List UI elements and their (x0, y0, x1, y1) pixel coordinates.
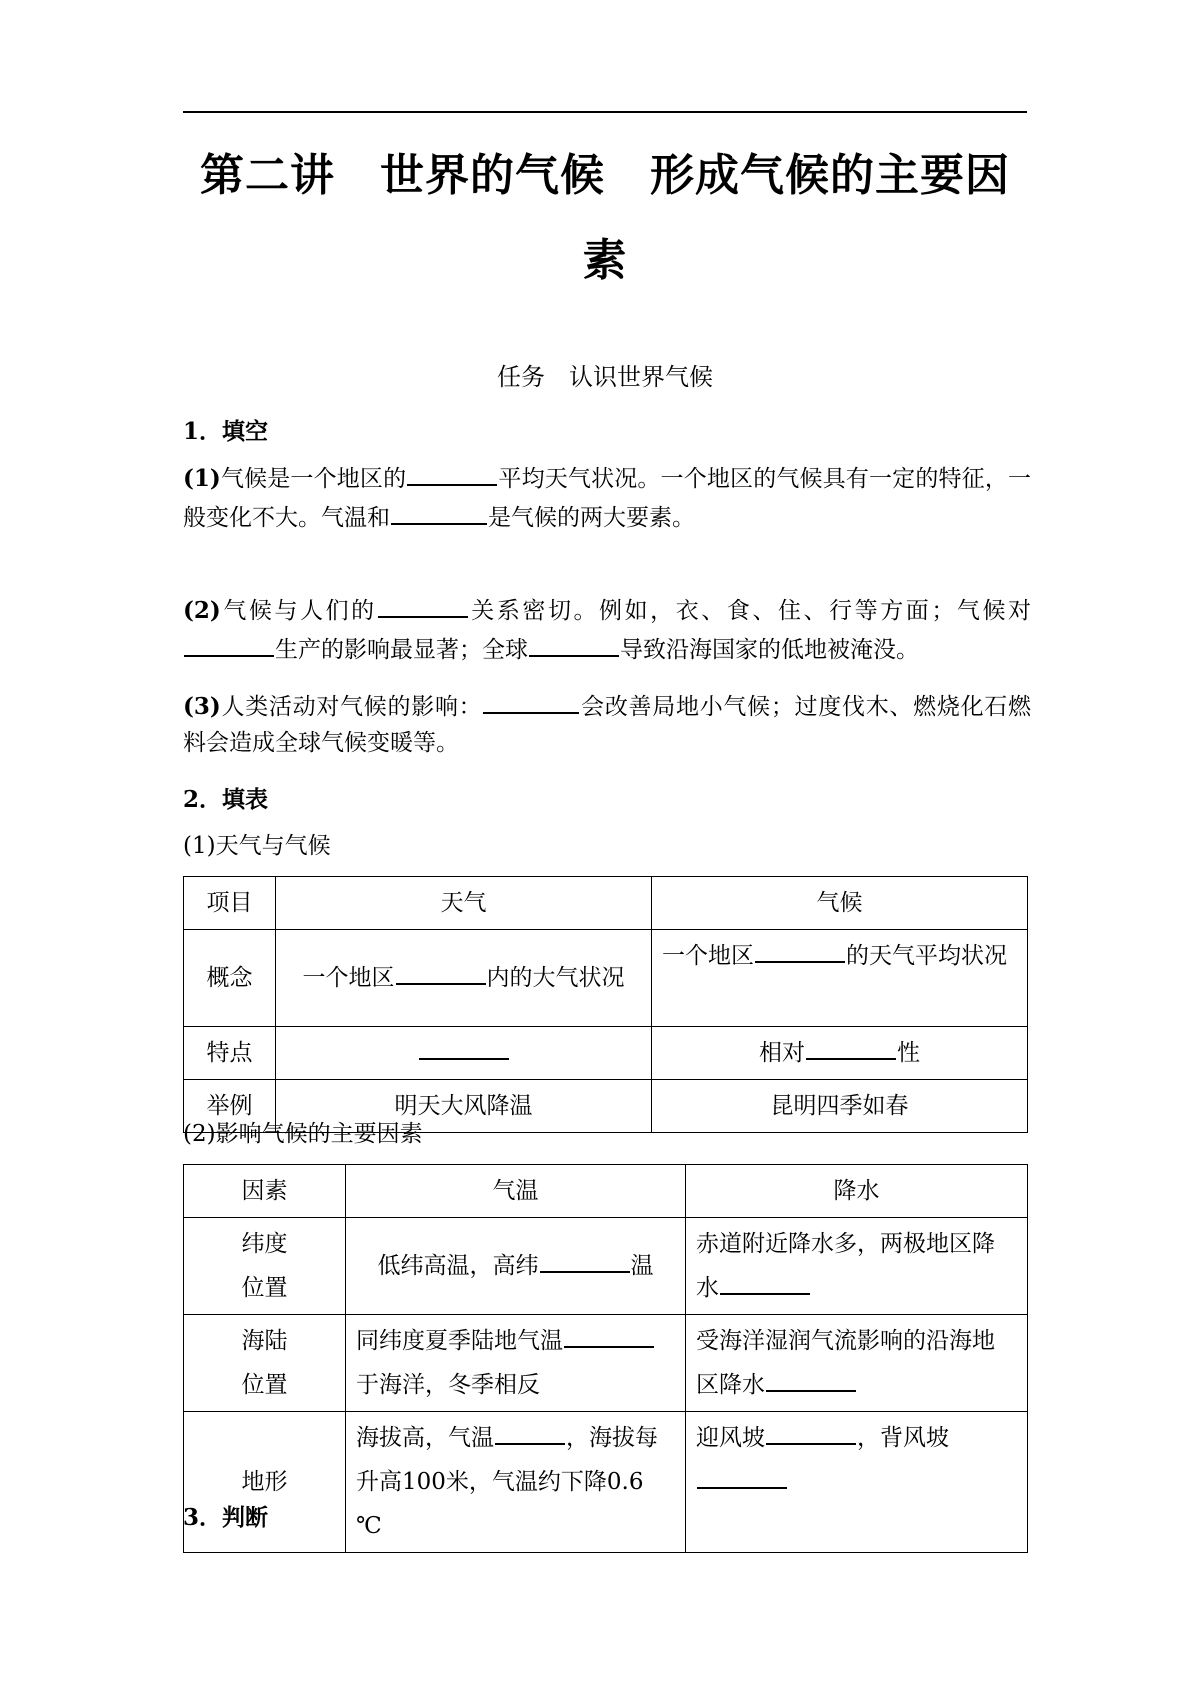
cell-text: ，海拔每升高100米，气温约下降0.6 ℃ (356, 1425, 658, 1539)
answer-blank[interactable] (407, 458, 497, 486)
table-row (184, 1027, 1028, 1080)
cell-text: 于海洋，冬季相反 (356, 1372, 540, 1398)
lecture-title-line2: 素 (582, 235, 628, 286)
answer-blank[interactable] (396, 957, 486, 985)
answer-blank[interactable] (483, 686, 579, 714)
table-row (184, 1218, 1028, 1315)
answer-blank[interactable] (766, 1417, 856, 1445)
table-cell (346, 1315, 686, 1412)
answer-blank[interactable] (378, 590, 468, 618)
q2-text-a: 气候与人们的 (220, 598, 377, 624)
table-cell: 昆明四季如春 (652, 1080, 1028, 1133)
header-cell: 气候 (652, 877, 1028, 930)
section2-heading: 2．填表 (183, 786, 269, 813)
question-1-1 (183, 458, 1031, 536)
header-cell: 天气 (276, 877, 652, 930)
row-label-text: 位置 (241, 1275, 288, 1301)
cell-text: 低纬高温，高纬 (377, 1253, 539, 1279)
task-title: 任务 认识世界气候 (497, 363, 713, 391)
q1-text-a: 气候是一个地区的 (220, 466, 407, 492)
row-label: 概念 (184, 930, 276, 1027)
table-row (184, 930, 1028, 1027)
table-cell: 明天大风降温 (276, 1080, 652, 1133)
q2-number: (2) (183, 597, 221, 624)
answer-blank[interactable] (529, 629, 619, 657)
row-label-text: 位置 (241, 1372, 288, 1398)
q2-text-d: 导致沿海国家的低地被淹没。 (620, 637, 919, 663)
table-row (184, 1315, 1028, 1412)
row-label-text: 海陆 (241, 1328, 288, 1354)
cell-text: 赤道附近降水多，两极地区降水 (696, 1231, 995, 1301)
cell-text: 同纬度夏季陆地气温 (356, 1328, 563, 1354)
row-label: 地形 (184, 1412, 346, 1553)
question-1-3 (183, 686, 1031, 761)
q1-text-c: 是气候的两大要素。 (488, 505, 695, 531)
q1-number: (1) (183, 465, 221, 492)
section3-heading: 3．判断 (183, 1504, 269, 1531)
table1-caption: (1)天气与气候 (183, 833, 331, 859)
table-cell (276, 930, 652, 1027)
q3-number: (3) (183, 693, 221, 720)
answer-blank[interactable] (720, 1267, 810, 1295)
answer-blank[interactable] (391, 497, 487, 525)
climate-factors-table (183, 1164, 1028, 1553)
table-cell (652, 1027, 1028, 1080)
section1-heading: 1．填空 (183, 418, 269, 445)
table-header-row (184, 1165, 1028, 1218)
q3-text-a: 人类活动对气候的影响： (220, 694, 483, 720)
row-label-text: 纬度 (241, 1231, 288, 1257)
row-label (184, 1315, 346, 1412)
table-cell (276, 1027, 652, 1080)
answer-blank[interactable] (419, 1032, 509, 1060)
row-label: 举例 (184, 1080, 276, 1133)
row-label: 特点 (184, 1027, 276, 1080)
cell-text: ，背风坡 (857, 1425, 949, 1451)
question-1-2 (183, 590, 1031, 668)
cell-text: 迎风坡 (696, 1425, 765, 1451)
lecture-title-line1: 第二讲 世界的气候 形成气候的主要因 (200, 150, 1010, 201)
q2-text-b: 关系密切。例如，衣、食、住、行等方面；气候对 (468, 598, 1032, 624)
cell-text: 相对 (759, 1040, 805, 1066)
cell-text: 温 (630, 1253, 654, 1279)
answer-blank[interactable] (184, 629, 274, 657)
cell-text: 一个地区 (302, 965, 395, 991)
header-rule (183, 111, 1027, 113)
answer-blank[interactable] (806, 1032, 896, 1060)
table2-caption: (2)影响气候的主要因素 (183, 1121, 423, 1147)
header-cell: 气温 (346, 1165, 686, 1218)
answer-blank[interactable] (697, 1461, 787, 1489)
cell-text: 受海洋湿润气流影响的沿海地区降水 (696, 1328, 995, 1398)
answer-blank[interactable] (540, 1245, 630, 1273)
q1-text-b: 平均天气状况。一个地区的气候具有一定的特征，一般变化不大。气温和 (183, 466, 1032, 531)
q2-text-c: 生产的影响最显著；全球 (275, 637, 528, 663)
answer-blank[interactable] (766, 1364, 856, 1392)
answer-blank[interactable] (495, 1417, 565, 1445)
cell-text: 海拔高，气温 (356, 1425, 494, 1451)
table-cell (346, 1218, 686, 1315)
row-label (184, 1218, 346, 1315)
answer-blank[interactable] (564, 1320, 654, 1348)
cell-text: 一个地区 (662, 943, 754, 969)
cell-text: 的天气平均状况 (846, 943, 1007, 969)
table-header-row (184, 877, 1028, 930)
table-cell (652, 930, 1028, 1027)
header-cell: 因素 (184, 1165, 346, 1218)
header-cell: 项目 (184, 877, 276, 930)
answer-blank[interactable] (755, 935, 845, 963)
q3-text-b: 会改善局地小气候；过度伐木、燃烧化石燃料会造成全球气候变暖等。 (183, 694, 1032, 756)
weather-climate-table (183, 876, 1028, 1133)
cell-text: 内的大气状况 (486, 965, 625, 991)
table-cell (686, 1315, 1028, 1412)
cell-text: 性 (897, 1040, 920, 1066)
table-cell (686, 1218, 1028, 1315)
header-cell: 降水 (686, 1165, 1028, 1218)
